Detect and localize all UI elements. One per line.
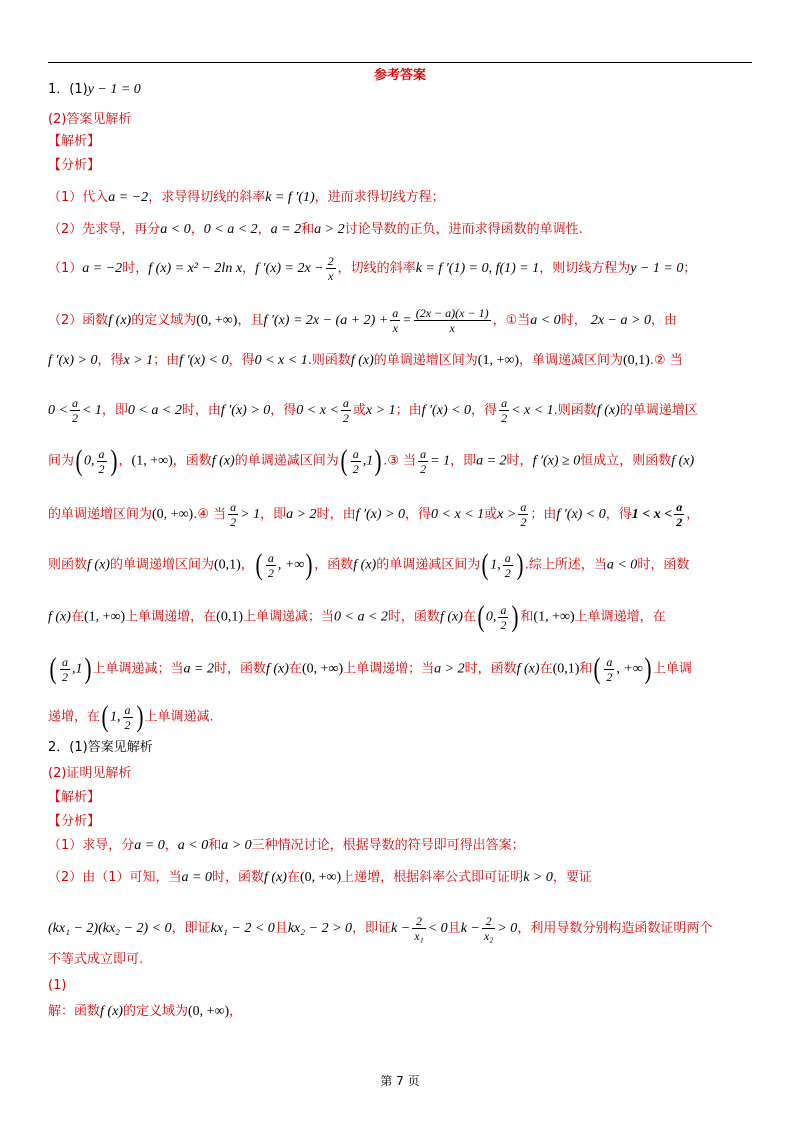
q1-solution-9: ( $\frac{a}{2}$ ,1) 上单调递减；当a = 2时，函数f (x)在(0, +∞)上单调递增；当a > 2时，函数f (x)在(0,1)和( $\frac{a}{2}$ , +∞) 上单调 [49, 652, 692, 685]
q1-analysis-2: （2）先求导，再分a < 0，0 < a < 2，a = 2和a > 2讨论导数的正负，进而求得函数的单调性. [48, 222, 583, 237]
q1-solution-6: 的单调递增区间为(0, +∞).④ 当 $\frac{a}{2}$ > 1，即a > 2时，由f ′(x) > 0，得0 < x < 1或x > $\frac{a}{2}$ ；由f ′(x) < 0，得1 < x < $\frac{a}{2}$ ， [48, 500, 700, 529]
q2-fenxi: 【分析】 [48, 814, 101, 829]
header-rule [48, 62, 752, 63]
page-title: 参考答案 [373, 68, 426, 83]
q2-analysis-1: （1）求导，分a = 0，a < 0和a > 0三种情况讨论，根据导数的符号即可得出答案； [48, 838, 525, 853]
q1-part2: (2)答案见解析 [48, 112, 132, 127]
q1-solution-7: 则函数f (x)的单调递增区间为(0,1)，( $\frac{a}{2}$ , +∞) ，函数f (x)的单调递减区间为( 1, $\frac{a}{2}$ ) .综上所述，当a < 0时，函数 [48, 548, 690, 581]
q1-fenxi: 【分析】 [48, 158, 101, 173]
q2-part2: (2)证明见解析 [48, 766, 132, 781]
q1-solution-3: f ′(x) > 0，得x > 1；由f ′(x) < 0，得0 < x < 1.则函数f (x)的单调递增区间为(1, +∞)，单调递减区间为(0,1).② 当 [48, 353, 683, 368]
q1-solution-5: 间为( 0, $\frac{a}{2}$ ) ，(1, +∞)，函数f (x)的单调递减区间为( $\frac{a}{2}$ ,1) .③ 当 $\frac{a}{2}$ = 1，即a = 2时，f ′(x) ≥ 0恒成立，则函数f (x) [48, 444, 695, 477]
q2-jiexi: 【解析】 [48, 790, 101, 805]
q1-solution-2: （2）函数f (x)的定义域为(0, +∞)，且f ′(x) = 2x − (a + 2) + $\frac{a}{x}$ = $\frac{(2x - a)(x - 1)}{x}$ ，①当a < 0时， 2x − a > 0，由 [48, 306, 677, 335]
q1-jiexi: 【解析】 [48, 134, 101, 149]
q1-solution-10: 递增，在( 1, $\frac{a}{2}$ ) 上单调递减. [48, 700, 214, 733]
q2-analysis-3: (kx₁ − 2)(kx₂ − 2) < 0，即证kx₁ − 2 < 0且kx₂ − 2 > 0，即证k − $\frac{2}{\text{x₁}}$ < 0且k − $\frac{2}{\text{x₂}}$ > 0，利用导数分别构造函数证明两个 [48, 914, 713, 943]
q2-part1: 2．(1)答案见解析 [48, 740, 153, 755]
q2-analysis-4: 不等式成立即可. [48, 952, 144, 967]
page-number: 第 7 页 [380, 1074, 420, 1088]
q2-solution-num: (1) [48, 978, 67, 993]
q1-solution-1: （1）a = −2时，f (x) = x² − 2ln x，f ′(x) = 2x − $\frac{2}{x}$ ，切线的斜率k = f ′(1) = 0, f(1) = 1，则切线方程为y − 1 = 0； [48, 254, 697, 283]
q2-solution-1: 解：函数f (x)的定义域为(0, +∞)， [48, 1004, 243, 1019]
q1-part1: 1．(1)y − 1 = 0 [48, 82, 141, 97]
q2-analysis-2: （2）由（1）可知，当a = 0时，函数f (x)在(0, +∞)上递增，根据斜率公式即可证明k > 0，要证 [48, 870, 592, 885]
q1-solution-8: f (x)在(1, +∞)上单调递增，在(0,1)上单调递减；当0 < a < 2时，函数f (x)在( 0, $\frac{a}{2}$ ) 和(1, +∞)上单调递增，在 [48, 600, 666, 633]
q1-analysis-1: （1）代入a = −2，求导得切线的斜率k = f ′(1)，进而求得切线方程； [48, 190, 445, 205]
q1-solution-4: 0 < $\frac{a}{2}$ < 1，即0 < a < 2时，由f ′(x) > 0，得0 < x < $\frac{a}{2}$ 或x > 1；由f ′(x) < 0，得 $\frac{a}{2}$ < x < 1.则函数f (x)的单调递增区 [48, 396, 698, 425]
